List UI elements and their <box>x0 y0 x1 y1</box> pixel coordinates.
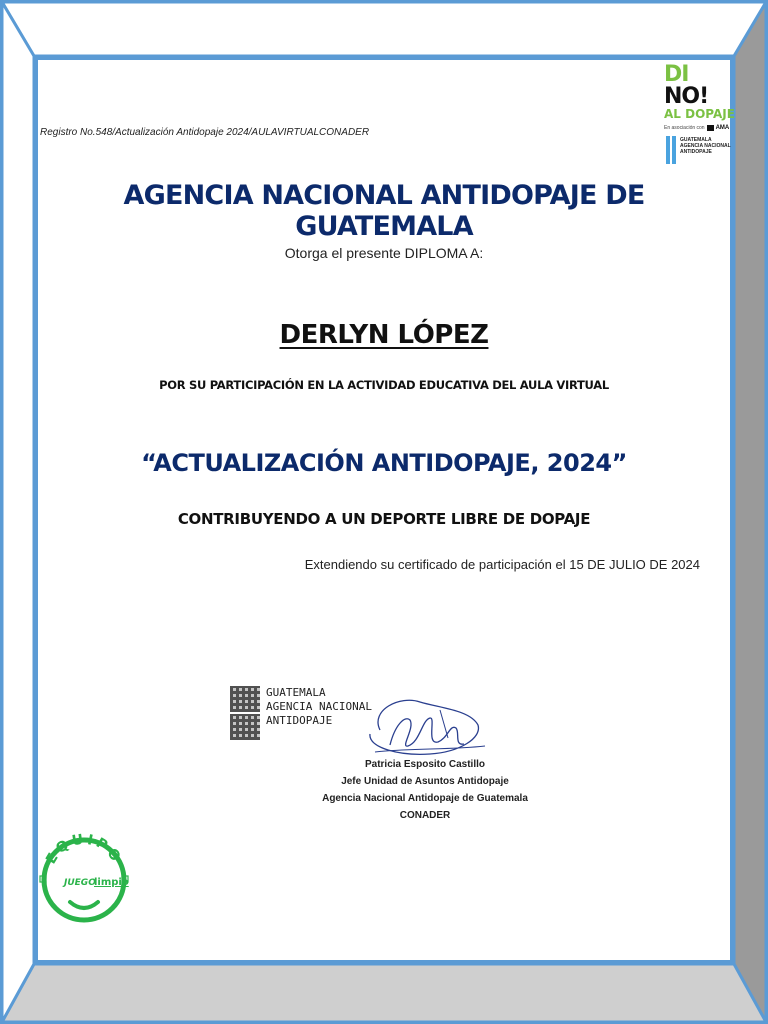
agency-logo-text: GUATEMALA AGENCIA NACIONAL ANTIDOPAJE <box>680 137 731 155</box>
ama-icon <box>707 125 714 131</box>
seal-limpio-text: limpio <box>94 877 129 888</box>
di-no-al-dopaje-logo <box>664 64 736 131</box>
recipient-name: DERLYN LÓPEZ <box>279 320 489 350</box>
seal-juego-text: JUEGO <box>64 878 96 888</box>
award-intro: Otorga el presente DIPLOMA A: <box>284 245 484 261</box>
agency-bars-icon <box>666 136 676 164</box>
logo-association <box>664 125 736 131</box>
motto: CONTRIBUYENDO A UN DEPORTE LIBRE DE DOPAJE <box>177 510 591 528</box>
signatory-org: Agencia Nacional Antidopaje de Guatemala <box>322 793 528 804</box>
signatory-entity: CONADER <box>399 810 451 821</box>
logo-no-text: NO! <box>664 84 709 109</box>
participation-statement: POR SU PARTICIPACIÓN EN LA ACTIVIDAD EDUCATIVA DEL AULA VIRTUAL <box>159 378 609 392</box>
registration-number: Registro No.548/Actualización Antidopaje 2024/AULAVIRTUALCONADER <box>40 127 370 138</box>
stamp-pattern-icon <box>230 686 260 740</box>
logo-association-text: En asociación con <box>664 125 705 131</box>
seal-top-text: EQUIPO <box>43 831 125 867</box>
agency-logo <box>666 136 731 164</box>
stamp-text: GUATEMALA AGENCIA NACIONAL ANTIDOPAJE <box>266 686 372 727</box>
activity-name: “ACTUALIZACIÓN ANTIDOPAJE, 2024” <box>141 449 627 477</box>
logo-ama-text: AMA <box>715 125 730 131</box>
equipo-juego-limpio-seal <box>38 806 130 957</box>
signatory-role: Jefe Unidad de Asuntos Antidopaje <box>341 776 509 787</box>
certificate-title: AGENCIA NACIONAL ANTIDOPAJE DE GUATEMALA <box>123 180 645 242</box>
logo-di-text: DI <box>664 62 689 87</box>
logo-al-dopaje-text: AL DOPAJE <box>664 107 735 121</box>
signatory-block <box>320 756 530 824</box>
signatory-name: Patricia Esposito Castillo <box>364 759 486 770</box>
issue-date-statement: Extendiendo su certificado de participación el 15 DE JULIO DE 2024 <box>304 557 700 572</box>
official-stamp <box>230 686 372 740</box>
